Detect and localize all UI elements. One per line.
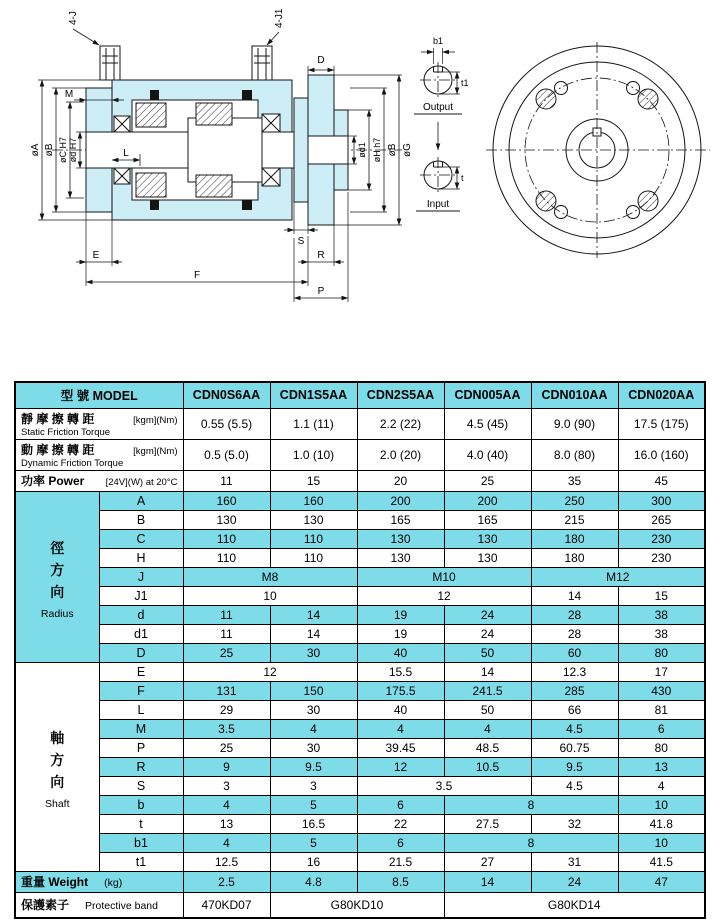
- dim-t1-value-4: 31: [531, 852, 618, 871]
- dim-row-label-t1: t1: [99, 852, 183, 871]
- dim-D-value-0: 25: [183, 643, 270, 662]
- static-friction-torque-label-unit: [kgm](Nm): [133, 414, 178, 426]
- technical-drawing: [0, 0, 720, 377]
- dim-A-value-2: 200: [357, 491, 444, 510]
- dim-B-value-3: 165: [444, 510, 531, 529]
- dim-E-value-0: 12: [183, 662, 357, 681]
- dim-A-value-3: 200: [444, 491, 531, 510]
- static-friction-torque-label-zh: 靜 摩 擦 轉 距: [21, 411, 95, 426]
- dim-H-value-4: 180: [531, 548, 618, 567]
- output-label: Output: [422, 102, 454, 113]
- dim-b-value-4: 10: [618, 795, 705, 814]
- front-view: [486, 42, 710, 258]
- dynamic-friction-torque-value-0: 0.5 (5.0): [183, 439, 270, 470]
- dim-row-label-M: M: [99, 719, 183, 738]
- dim-R-value-1: 9.5: [270, 757, 357, 776]
- weight-label-zh: 重量 Weight: [21, 875, 89, 889]
- dim-d-value-0: 11: [183, 605, 270, 624]
- dim-L-value-3: 50: [444, 700, 531, 719]
- dim-row-label-B: B: [99, 510, 183, 529]
- dim-L-value-5: 81: [618, 700, 705, 719]
- row-label-static-friction-torque: [15, 408, 183, 439]
- dim-t1-value-0: 12.5: [183, 852, 270, 871]
- dim-b-value-3: 8: [444, 795, 618, 814]
- static-friction-torque-value-3: 4.5 (45): [444, 408, 531, 439]
- dim-C-value-5: 230: [618, 529, 705, 548]
- dim-label-dia-g: øG: [402, 143, 413, 157]
- dim-L-value-2: 40: [357, 700, 444, 719]
- dim-A-value-1: 160: [270, 491, 357, 510]
- dim-t-value-0: 13: [183, 814, 270, 833]
- dim-F-value-4: 285: [531, 681, 618, 700]
- power-value-3: 25: [444, 470, 531, 491]
- dim-row-label-J1: J1: [99, 586, 183, 605]
- dim-B-value-4: 215: [531, 510, 618, 529]
- dim-label-p: P: [317, 286, 325, 297]
- model-name-1: CDN1S5AA: [270, 382, 357, 408]
- model-name-5: CDN020AA: [618, 382, 705, 408]
- dim-row-label-d: d: [99, 605, 183, 624]
- static-friction-torque-value-2: 2.2 (22): [357, 408, 444, 439]
- dim-d1-value-3: 24: [444, 624, 531, 643]
- group-radius-zh-0: 徑: [50, 540, 65, 556]
- dim-S-value-2: 3.5: [357, 776, 531, 795]
- dim-P-value-5: 80: [618, 738, 705, 757]
- dim-H-value-0: 110: [183, 548, 270, 567]
- dim-P-value-3: 48.5: [444, 738, 531, 757]
- dim-P-value-4: 60.75: [531, 738, 618, 757]
- dim-R-value-0: 9: [183, 757, 270, 776]
- dim-P-value-2: 39.45: [357, 738, 444, 757]
- dim-S-value-1: 3: [270, 776, 357, 795]
- dim-R-value-4: 9.5: [531, 757, 618, 776]
- group-radius-zh-2: 向: [50, 584, 65, 600]
- row-label-protective-band: [15, 892, 183, 918]
- dim-C-value-4: 180: [531, 529, 618, 548]
- dim-F-value-0: 131: [183, 681, 270, 700]
- dim-row-label-b: b: [99, 795, 183, 814]
- dim-R-value-5: 13: [618, 757, 705, 776]
- group-shaft-en: Shaft: [44, 798, 70, 810]
- dim-t-value-5: 41.8: [618, 814, 705, 833]
- cross-section-view: [52, 46, 402, 225]
- dim-J1-value-2: 14: [531, 586, 618, 605]
- dim-A-value-0: 160: [183, 491, 270, 510]
- group-shaft-zh-0: 軸: [50, 730, 65, 746]
- dim-M-value-1: 4: [270, 719, 357, 738]
- dim-label-t1: t1: [461, 78, 469, 88]
- input-shaft: [86, 132, 188, 168]
- dim-row-label-L: L: [99, 700, 183, 719]
- dim-E-value-1: 15.5: [357, 662, 444, 681]
- dim-M-value-5: 6: [618, 719, 705, 738]
- dynamic-friction-torque-value-3: 4.0 (40): [444, 439, 531, 470]
- dim-label-e: E: [92, 250, 100, 261]
- dim-label-dia-a: øA: [30, 143, 41, 157]
- dim-C-value-2: 130: [357, 529, 444, 548]
- dim-b1-value-4: 10: [618, 833, 705, 852]
- dim-C-value-1: 110: [270, 529, 357, 548]
- dim-d-value-4: 28: [531, 605, 618, 624]
- dim-label-dia-d1: ød1: [357, 142, 367, 158]
- power-value-4: 35: [531, 470, 618, 491]
- dim-label-dia-d-h7: ød H7: [68, 137, 78, 163]
- dim-L-value-0: 29: [183, 700, 270, 719]
- weight-value-1: 4.8: [270, 871, 357, 892]
- dim-t1-value-1: 16: [270, 852, 357, 871]
- dim-A-value-4: 250: [531, 491, 618, 510]
- dim-t-value-2: 22: [357, 814, 444, 833]
- dim-J-value-1: M10: [357, 567, 531, 586]
- dim-J-value-0: M8: [183, 567, 357, 586]
- dim-label-l: L: [123, 148, 129, 159]
- dim-b1-value-0: 4: [183, 833, 270, 852]
- dim-L-value-4: 66: [531, 700, 618, 719]
- dim-J1-value-0: 10: [183, 586, 357, 605]
- dim-row-label-d1: d1: [99, 624, 183, 643]
- model-header-label: 型 號 MODEL: [15, 382, 183, 408]
- dim-row-label-P: P: [99, 738, 183, 757]
- spec-table: [14, 381, 706, 919]
- dim-b-value-2: 6: [357, 795, 444, 814]
- dim-H-value-2: 130: [357, 548, 444, 567]
- dim-M-value-2: 4: [357, 719, 444, 738]
- dim-row-label-A: A: [99, 491, 183, 510]
- weight-value-0: 2.5: [183, 871, 270, 892]
- group-label-radius: [15, 491, 99, 662]
- callout-4j1: 4-J1: [274, 8, 285, 28]
- dim-E-value-2: 14: [444, 662, 531, 681]
- armature: [294, 98, 308, 202]
- power-value-0: 11: [183, 470, 270, 491]
- weight-label-unit: (kg): [104, 877, 123, 889]
- dim-C-value-3: 130: [444, 529, 531, 548]
- protective-band-label-zh: 保護素子: [21, 898, 70, 913]
- dim-label-s: S: [297, 236, 305, 247]
- callout-4j: 4-J: [68, 11, 79, 25]
- dim-P-value-0: 25: [183, 738, 270, 757]
- dim-t1-value-5: 41.5: [618, 852, 705, 871]
- dim-row-label-D: D: [99, 643, 183, 662]
- dim-label-t: t: [461, 173, 464, 183]
- static-friction-torque-value-1: 1.1 (11): [270, 408, 357, 439]
- dynamic-friction-torque-label-zh: 動 摩 擦 轉 距: [21, 442, 95, 457]
- protective-band-value-2: G80KD14: [444, 892, 705, 918]
- protective-band-value-0: 470KD07: [183, 892, 270, 918]
- dim-E-value-3: 12.3: [531, 662, 618, 681]
- dynamic-friction-torque-value-2: 2.0 (20): [357, 439, 444, 470]
- dim-label-d: D: [317, 55, 325, 66]
- dim-M-value-3: 4: [444, 719, 531, 738]
- group-label-shaft: [15, 662, 99, 871]
- group-radius-en: Radius: [40, 608, 74, 620]
- dim-D-value-5: 80: [618, 643, 705, 662]
- dim-d-value-5: 38: [618, 605, 705, 624]
- static-friction-torque-value-4: 9.0 (90): [531, 408, 618, 439]
- dim-D-value-1: 30: [270, 643, 357, 662]
- weight-value-4: 24: [531, 871, 618, 892]
- dim-d-value-3: 24: [444, 605, 531, 624]
- dim-S-value-3: 4.5: [531, 776, 618, 795]
- dim-t-value-1: 16.5: [270, 814, 357, 833]
- dim-D-value-2: 40: [357, 643, 444, 662]
- dim-label-r: R: [317, 250, 325, 261]
- dim-J1-value-1: 12: [357, 586, 531, 605]
- model-name-0: CDN0S6AA: [183, 382, 270, 408]
- dim-S-value-0: 3: [183, 776, 270, 795]
- dim-label-dia-b-left: øB: [44, 143, 55, 157]
- dim-b1-value-3: 8: [444, 833, 618, 852]
- dim-t-value-3: 27.5: [444, 814, 531, 833]
- bolt-tab: [100, 46, 272, 80]
- dim-J1-value-3: 15: [618, 586, 705, 605]
- hub: [188, 118, 262, 182]
- drawing-svg: [0, 0, 720, 372]
- dim-M-value-0: 3.5: [183, 719, 270, 738]
- row-label-power: [15, 470, 183, 491]
- static-friction-torque-value-0: 0.55 (5.5): [183, 408, 270, 439]
- input-label: Input: [426, 199, 450, 210]
- dim-t-value-4: 32: [531, 814, 618, 833]
- power-value-1: 15: [270, 470, 357, 491]
- dim-F-value-2: 175.5: [357, 681, 444, 700]
- dim-label-m: M: [64, 89, 74, 100]
- dim-label-b1: b1: [432, 36, 444, 46]
- dim-A-value-5: 300: [618, 491, 705, 510]
- dim-H-value-3: 130: [444, 548, 531, 567]
- weight-value-5: 47: [618, 871, 705, 892]
- dim-H-value-5: 230: [618, 548, 705, 567]
- dim-B-value-5: 265: [618, 510, 705, 529]
- dim-row-label-R: R: [99, 757, 183, 776]
- dim-b-value-0: 4: [183, 795, 270, 814]
- power-value-5: 45: [618, 470, 705, 491]
- weight-value-2: 8.5: [357, 871, 444, 892]
- dim-P-value-1: 30: [270, 738, 357, 757]
- dim-b-value-1: 5: [270, 795, 357, 814]
- static-friction-torque-label-en: Static Friction Torque: [21, 426, 111, 438]
- dynamic-friction-torque-value-4: 8.0 (80): [531, 439, 618, 470]
- dim-C-value-0: 110: [183, 529, 270, 548]
- model-name-4: CDN010AA: [531, 382, 618, 408]
- dim-row-label-E: E: [99, 662, 183, 681]
- dynamic-friction-torque-value-1: 1.0 (10): [270, 439, 357, 470]
- dim-label-dia-h-h7: øH h7: [372, 137, 382, 163]
- dim-row-label-S: S: [99, 776, 183, 795]
- dynamic-friction-torque-label-en: Dynamic Friction Torque: [21, 457, 124, 469]
- power-label-zh: 功率 Power: [21, 474, 85, 488]
- dim-t1-value-2: 21.5: [357, 852, 444, 871]
- dim-F-value-3: 241.5: [444, 681, 531, 700]
- dim-F-value-1: 150: [270, 681, 357, 700]
- dim-D-value-4: 60: [531, 643, 618, 662]
- group-shaft-zh-2: 向: [50, 774, 65, 790]
- dim-R-value-3: 10.5: [444, 757, 531, 776]
- dim-M-value-4: 4.5: [531, 719, 618, 738]
- dim-H-value-1: 110: [270, 548, 357, 567]
- model-name-3: CDN005AA: [444, 382, 531, 408]
- power-label-unit: [24V](W) at 20°C: [105, 477, 178, 488]
- dim-t1-value-3: 27: [444, 852, 531, 871]
- dim-row-label-b1: b1: [99, 833, 183, 852]
- power-value-2: 20: [357, 470, 444, 491]
- protective-band-value-1: G80KD10: [270, 892, 444, 918]
- weight-value-3: 14: [444, 871, 531, 892]
- dim-row-label-t: t: [99, 814, 183, 833]
- dim-label-f: F: [193, 270, 201, 281]
- dim-label-dia-c-h7: øC H7: [58, 136, 68, 164]
- dim-b1-value-2: 6: [357, 833, 444, 852]
- dim-d1-value-1: 14: [270, 624, 357, 643]
- dim-B-value-1: 130: [270, 510, 357, 529]
- dim-d1-value-5: 38: [618, 624, 705, 643]
- dim-S-value-4: 4: [618, 776, 705, 795]
- dim-D-value-3: 50: [444, 643, 531, 662]
- dim-row-label-F: F: [99, 681, 183, 700]
- dynamic-friction-torque-value-5: 16.0 (160): [618, 439, 705, 470]
- dim-b1-value-1: 5: [270, 833, 357, 852]
- dim-label-dia-b-right: øB: [387, 143, 398, 157]
- dim-d1-value-2: 19: [357, 624, 444, 643]
- output-bore: [308, 136, 348, 164]
- dim-d-value-1: 14: [270, 605, 357, 624]
- dim-L-value-1: 30: [270, 700, 357, 719]
- dynamic-friction-torque-label-unit: [kgm](Nm): [133, 445, 178, 457]
- dim-E-value-4: 17: [618, 662, 705, 681]
- dim-F-value-5: 430: [618, 681, 705, 700]
- dim-J-value-2: M12: [531, 567, 705, 586]
- row-label-weight: [15, 871, 183, 892]
- static-friction-torque-value-5: 17.5 (175): [618, 408, 705, 439]
- dim-d-value-2: 19: [357, 605, 444, 624]
- dim-row-label-J: J: [99, 567, 183, 586]
- group-radius-zh-1: 方: [50, 562, 65, 578]
- dim-d1-value-4: 28: [531, 624, 618, 643]
- group-shaft-zh-1: 方: [50, 752, 65, 768]
- dim-B-value-0: 130: [183, 510, 270, 529]
- protective-band-label-unit: Protective band: [85, 900, 158, 913]
- dim-R-value-2: 12: [357, 757, 444, 776]
- row-label-dynamic-friction-torque: [15, 439, 183, 470]
- dim-row-label-C: C: [99, 529, 183, 548]
- dim-B-value-2: 165: [357, 510, 444, 529]
- shaft-detail-views: [414, 36, 469, 211]
- dim-row-label-H: H: [99, 548, 183, 567]
- dim-d1-value-0: 11: [183, 624, 270, 643]
- model-name-2: CDN2S5AA: [357, 382, 444, 408]
